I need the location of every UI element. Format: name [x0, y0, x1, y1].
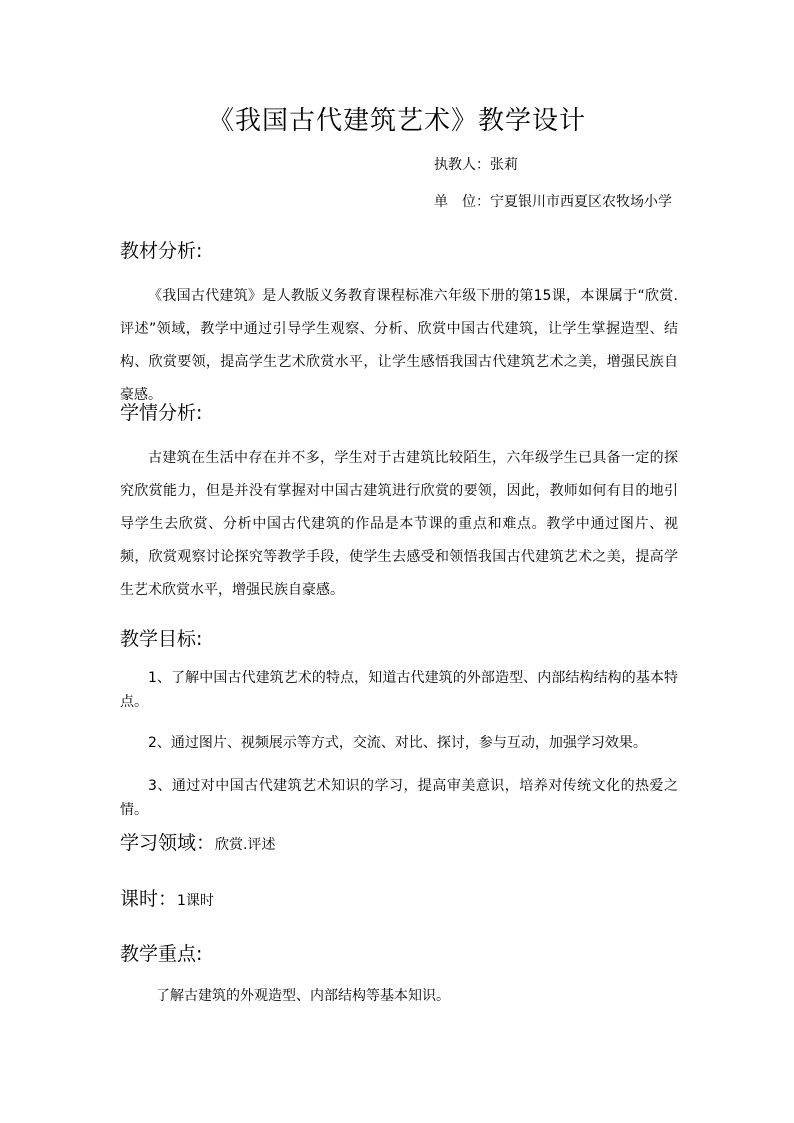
key-points-body: 了解古建筑的外观造型、内部结构等基本知识。: [156, 988, 450, 1004]
goal-item-1: 1、了解中国古代建筑艺术的特点，知道古代建筑的外部造型、内部结构结构的基本特点。: [120, 670, 678, 710]
teacher-label: 执教人：: [434, 157, 490, 173]
teacher-line: [434, 154, 518, 174]
textbook-analysis-heading: 教材分析:: [120, 240, 203, 262]
teacher-name: 张莉: [490, 157, 518, 173]
unit-label: 单 位：: [434, 194, 490, 210]
student-analysis-heading: 学情分析:: [120, 402, 203, 424]
student-analysis-body: 古建筑在生活中存在并不多，学生对于古建筑比较陌生，六年级学生已具备一定的探究欣赏能力，但是并没有掌握对中国古建筑进行欣赏的要领，因此，教师如何有目的地引导学生去欣赏、分析中国古代建筑的作品是本节课的重点和难点。教学中通过图片、视频，欣赏观察讨论探究等教学手段，使学生去感受和领悟我国古代建筑艺术之美，提高学生艺术欣赏水平，增强民族自豪感。: [120, 450, 678, 598]
teaching-goals-heading: 教学目标:: [120, 628, 203, 650]
learning-domain-heading: [120, 828, 275, 855]
unit-name: 宁夏银川市西夏区农牧场小学: [490, 194, 672, 210]
textbook-analysis-body: 《我国古代建筑》是人教版义务教育课程标准六年级下册的第15课，本课属于“欣赏.评述”领域，教学中通过引导学生观察、分析、欣赏中国古代建筑，让学生掌握造型、结构、欣赏要领，提高学生艺术欣赏水平，让学生感悟我国古代建筑艺术之美，增强民族自豪感。: [120, 288, 678, 403]
goal-item-2: 2、通过图片、视频展示等方式，交流、对比、探讨，参与互动，加强学习效果。: [148, 735, 647, 751]
unit-line: [434, 191, 672, 211]
learning-domain-label: 学习领域：: [120, 832, 216, 854]
key-points-heading: 教学重点:: [120, 943, 203, 965]
class-hours-heading: [120, 884, 214, 911]
class-hours-label: 课时：: [120, 888, 178, 910]
class-hours-value: 1课时: [177, 893, 214, 909]
goal-item-3: 3、通过对中国古代建筑艺术知识的学习，提高审美意识，培养对传统文化的热爱之情。: [120, 778, 678, 818]
document-title: 《我国古代建筑艺术》教学设计: [207, 106, 586, 136]
learning-domain-value: 欣赏.评述: [215, 837, 276, 853]
